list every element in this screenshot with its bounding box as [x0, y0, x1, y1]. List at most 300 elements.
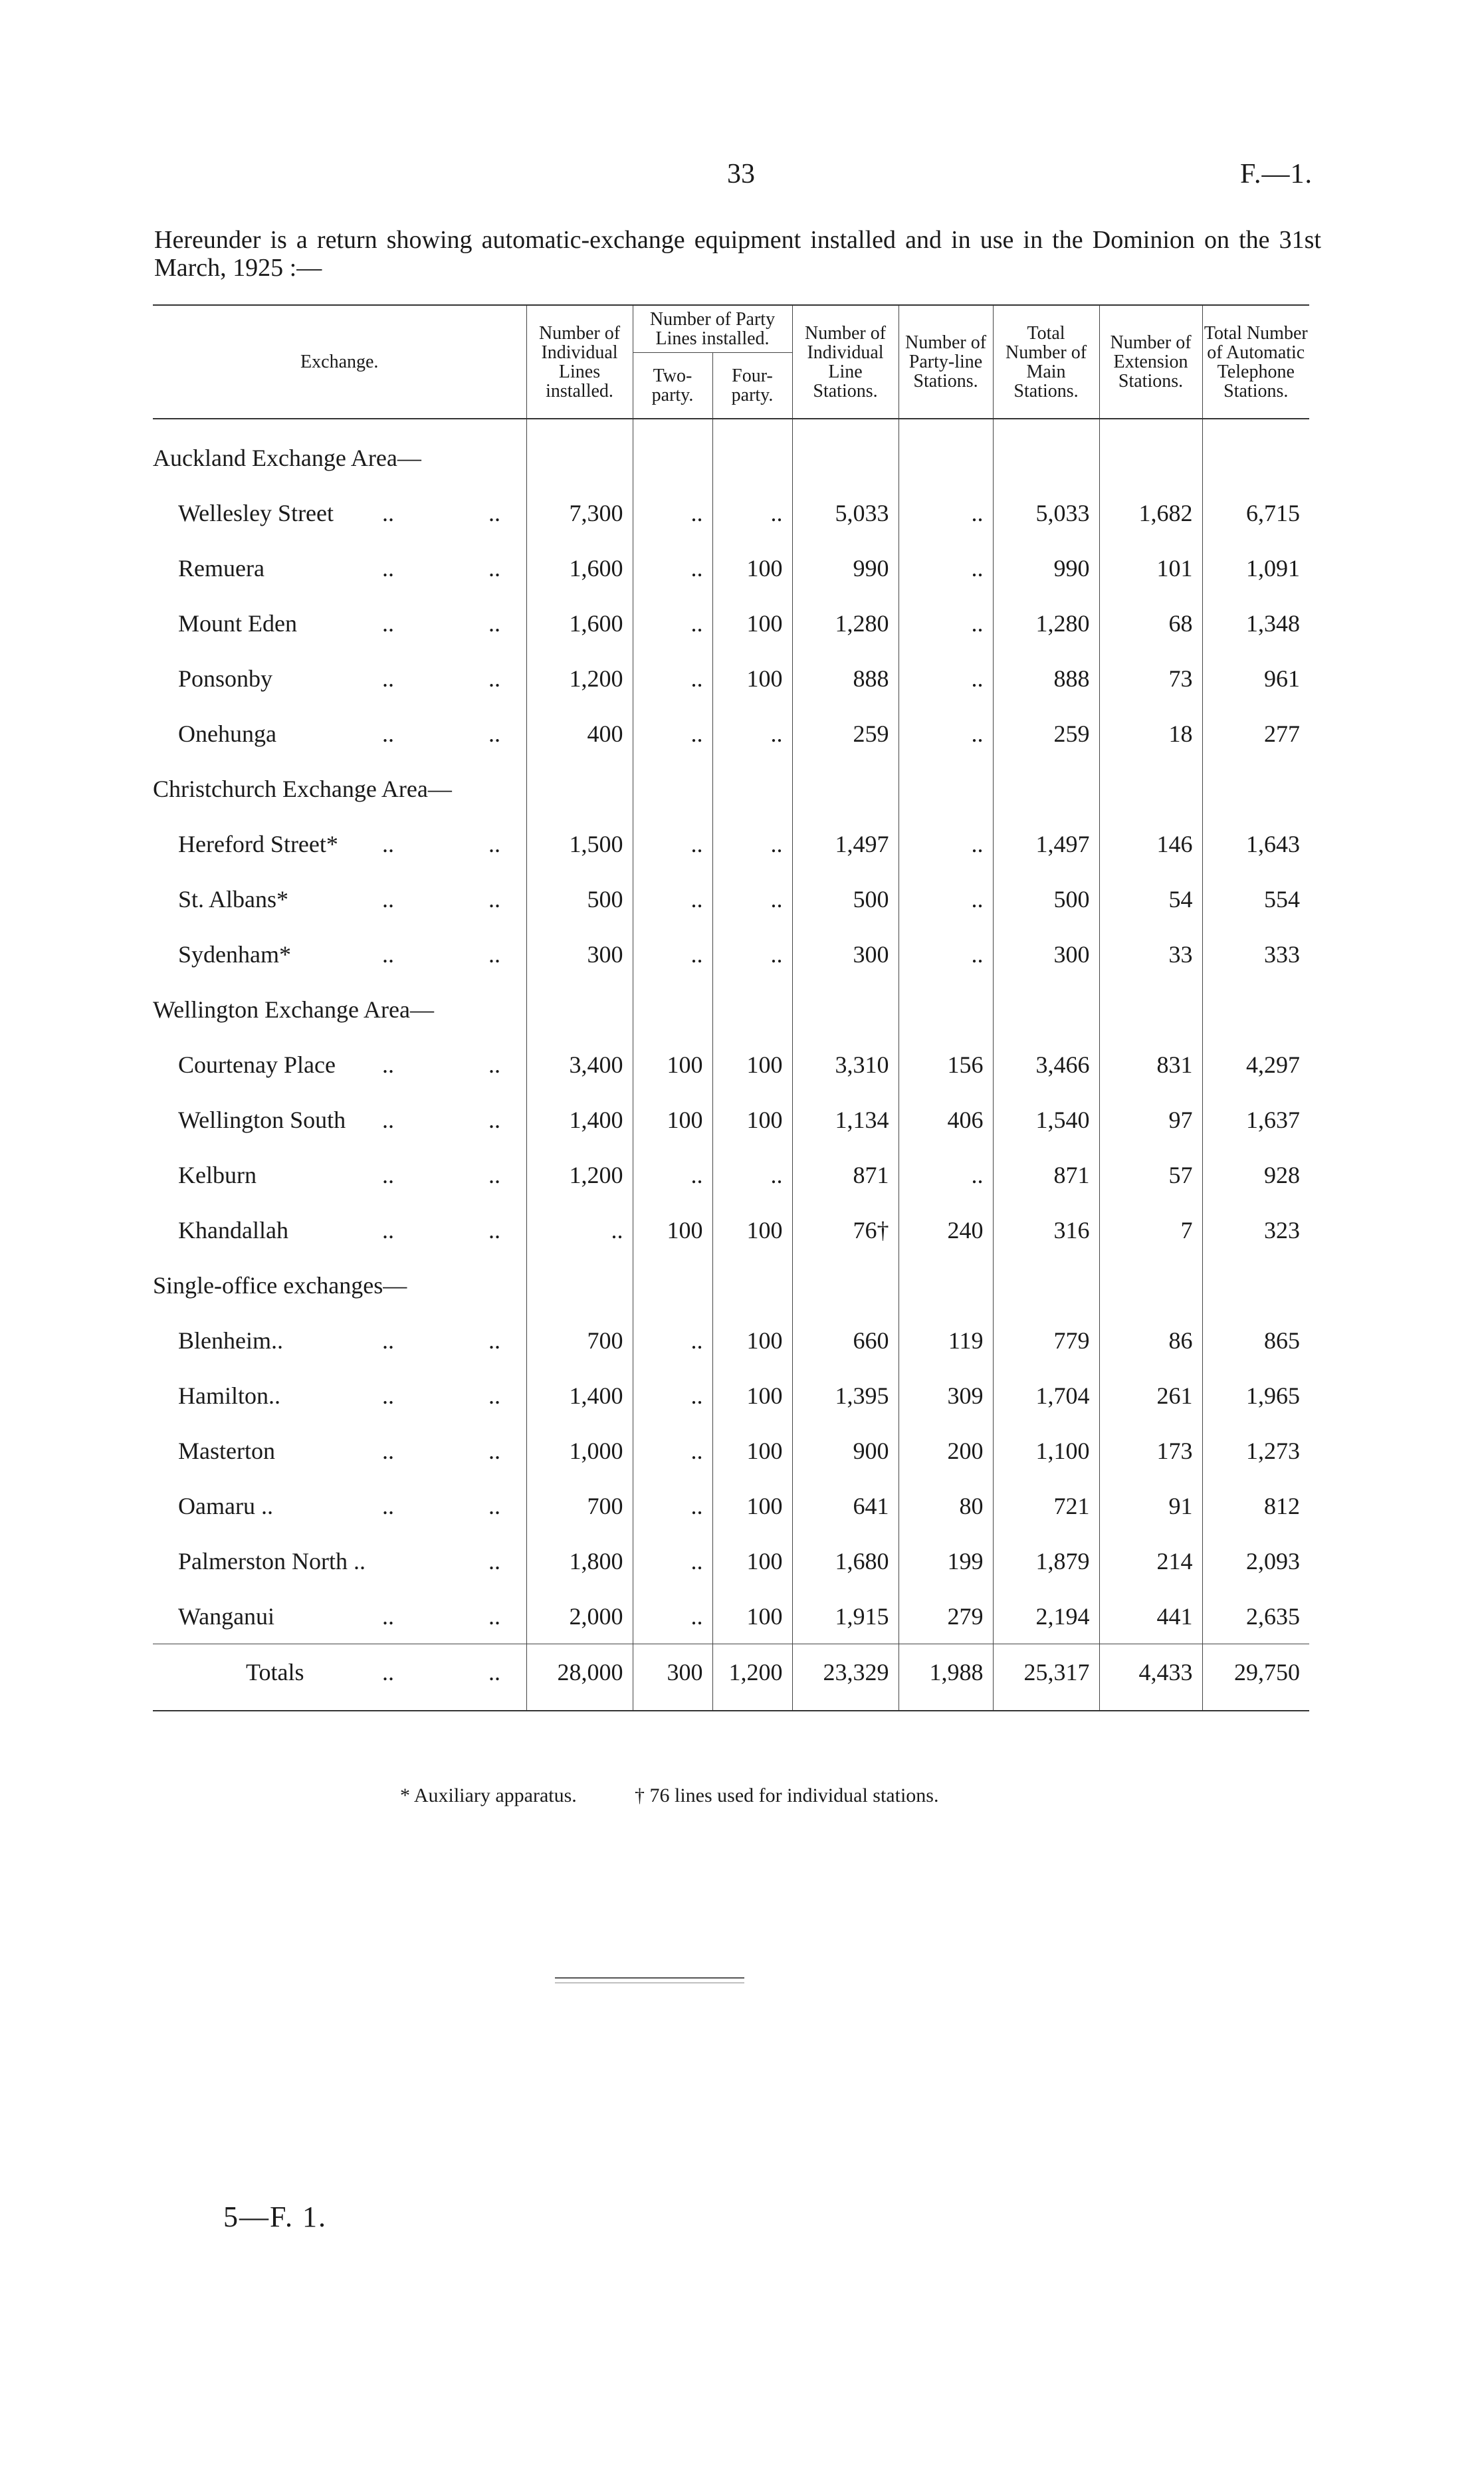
spacer-cell	[633, 1699, 712, 1711]
spacer-cell	[526, 419, 633, 430]
individual-stations-cell: 871	[792, 1147, 899, 1202]
table-row	[153, 1423, 1309, 1478]
extension-stations-cell: 101	[1099, 540, 1202, 595]
section-empty-cell	[993, 761, 1099, 816]
leader-dots: ..	[382, 1106, 394, 1133]
party-stations-cell: ..	[899, 540, 993, 595]
section-empty-cell	[792, 430, 899, 485]
section-empty-cell	[1099, 982, 1202, 1037]
total-stations-cell: 2,635	[1202, 1588, 1309, 1644]
section-empty-cell	[526, 1257, 633, 1313]
header-total-main-stations: Total Number of Main Stations.	[993, 305, 1099, 419]
four-party-cell: 1,200	[712, 1644, 792, 1700]
section-empty-cell	[899, 1257, 993, 1313]
section-empty-cell	[712, 761, 792, 816]
exchange-name-cell	[153, 926, 526, 982]
section-empty-cell	[993, 1257, 1099, 1313]
individual-stations-cell: 1,395	[792, 1368, 899, 1423]
table-row	[153, 1533, 1309, 1588]
leader-dots: ..	[488, 1492, 500, 1519]
leader-dots: ..	[488, 1547, 500, 1574]
two-party-cell: ..	[633, 816, 712, 871]
individual-lines-cell: 1,200	[526, 651, 633, 706]
table-row	[153, 651, 1309, 706]
extension-stations-cell: 146	[1099, 816, 1202, 871]
individual-lines-cell: 1,600	[526, 540, 633, 595]
header-party-line-stations: Number of Party-line Stations.	[899, 305, 993, 419]
intro-paragraph: Hereunder is a return showing automatic-exchange equipment installed and in use in the Dominion on the 31st March, 1925 :—	[154, 226, 1321, 282]
two-party-cell: ..	[633, 871, 712, 926]
exchange-name-cell	[153, 706, 526, 761]
section-empty-cell	[526, 982, 633, 1037]
total-stations-cell: 6,715	[1202, 485, 1309, 540]
extension-stations-cell: 73	[1099, 651, 1202, 706]
exchange-name: Palmerston North ..	[178, 1547, 366, 1574]
two-party-cell: ..	[633, 485, 712, 540]
section-empty-cell	[633, 761, 712, 816]
individual-lines-cell: 1,500	[526, 816, 633, 871]
two-party-cell: ..	[633, 706, 712, 761]
total-stations-cell: 1,091	[1202, 540, 1309, 595]
section-empty-cell	[1202, 430, 1309, 485]
leader-dots: ..	[488, 1161, 500, 1188]
section-empty-cell	[1099, 1257, 1202, 1313]
page-number: 33	[727, 159, 755, 189]
section-empty-cell	[633, 430, 712, 485]
exchange-name-cell	[153, 1533, 526, 1588]
section-empty-cell	[526, 761, 633, 816]
section-empty-cell	[1202, 761, 1309, 816]
four-party-cell: 100	[712, 1533, 792, 1588]
section-empty-cell	[526, 430, 633, 485]
spacer-cell	[899, 419, 993, 430]
extension-stations-cell: 97	[1099, 1092, 1202, 1147]
leader-dots: ..	[382, 1437, 394, 1464]
main-stations-cell: 1,497	[993, 816, 1099, 871]
exchange-name-cell	[153, 1368, 526, 1423]
four-party-cell: 100	[712, 1423, 792, 1478]
footnote-lines-used: † 76 lines used for individual stations.	[635, 1785, 939, 1806]
party-stations-cell: ..	[899, 926, 993, 982]
exchange-name-cell	[153, 485, 526, 540]
party-stations-cell: 406	[899, 1092, 993, 1147]
spacer-cell	[1099, 1699, 1202, 1711]
spacer-cell	[526, 1699, 633, 1711]
exchange-name: Hereford Street*	[178, 830, 338, 857]
individual-lines-cell: 7,300	[526, 485, 633, 540]
leader-dots: ..	[382, 499, 394, 526]
section-title: Auckland Exchange Area—	[153, 444, 421, 471]
main-stations-cell: 1,280	[993, 595, 1099, 651]
section-empty-cell	[792, 1257, 899, 1313]
two-party-cell: ..	[633, 540, 712, 595]
total-stations-cell: 277	[1202, 706, 1309, 761]
total-stations-cell: 554	[1202, 871, 1309, 926]
two-party-cell: ..	[633, 1533, 712, 1588]
individual-stations-cell: 888	[792, 651, 899, 706]
four-party-cell: 100	[712, 1313, 792, 1368]
header-individual-lines: Number of Individual Lines installed.	[526, 305, 633, 419]
total-stations-cell: 928	[1202, 1147, 1309, 1202]
two-party-cell: ..	[633, 926, 712, 982]
section-empty-cell	[899, 430, 993, 485]
two-party-cell: ..	[633, 651, 712, 706]
four-party-cell: ..	[712, 871, 792, 926]
four-party-cell: 100	[712, 1037, 792, 1092]
individual-lines-cell: 28,000	[526, 1644, 633, 1700]
individual-lines-cell: 1,000	[526, 1423, 633, 1478]
header-two-party: Two-party.	[633, 353, 712, 419]
table-row	[153, 816, 1309, 871]
individual-lines-cell: 3,400	[526, 1037, 633, 1092]
leader-dots: ..	[382, 885, 394, 913]
extension-stations-cell: 54	[1099, 871, 1202, 926]
section-empty-cell	[899, 761, 993, 816]
closing-rule	[555, 1977, 744, 1979]
table-row	[153, 1478, 1309, 1533]
main-stations-cell: 25,317	[993, 1644, 1099, 1700]
leader-dots: ..	[382, 1492, 394, 1519]
party-stations-cell: ..	[899, 1147, 993, 1202]
exchange-name: Wellington South	[178, 1106, 346, 1133]
leader-dots: ..	[488, 665, 500, 692]
main-stations-cell: 500	[993, 871, 1099, 926]
section-title: Single-office exchanges—	[153, 1271, 407, 1299]
exchange-name: St. Albans*	[178, 885, 289, 913]
leader-dots: ..	[488, 1602, 500, 1630]
table-body	[153, 419, 1309, 1711]
individual-stations-cell: 1,915	[792, 1588, 899, 1644]
exchange-name-cell	[153, 1037, 526, 1092]
extension-stations-cell: 33	[1099, 926, 1202, 982]
table-row	[153, 1588, 1309, 1644]
exchange-name: Masterton	[178, 1437, 275, 1464]
main-stations-cell: 316	[993, 1202, 1099, 1257]
table-row	[153, 1368, 1309, 1423]
extension-stations-cell: 441	[1099, 1588, 1202, 1644]
total-stations-cell: 812	[1202, 1478, 1309, 1533]
totals-row	[153, 1644, 1309, 1700]
section-header-row	[153, 761, 1309, 816]
leader-dots: ..	[382, 1382, 394, 1409]
main-stations-cell: 300	[993, 926, 1099, 982]
equipment-table-wrapper	[153, 304, 1309, 1711]
spacer-cell	[153, 1699, 526, 1711]
exchange-name: Remuera	[178, 554, 265, 582]
individual-stations-cell: 990	[792, 540, 899, 595]
two-party-cell: ..	[633, 1588, 712, 1644]
four-party-cell: 100	[712, 1368, 792, 1423]
table-row	[153, 706, 1309, 761]
exchange-name: Wanganui	[178, 1602, 275, 1630]
section-empty-cell	[1099, 430, 1202, 485]
exchange-name: Hamilton..	[178, 1382, 280, 1409]
equipment-table	[153, 304, 1309, 1711]
two-party-cell: 100	[633, 1037, 712, 1092]
leader-dots: ..	[382, 665, 394, 692]
extension-stations-cell: 831	[1099, 1037, 1202, 1092]
table-row	[153, 871, 1309, 926]
main-stations-cell: 779	[993, 1313, 1099, 1368]
four-party-cell: 100	[712, 1202, 792, 1257]
individual-stations-cell: 500	[792, 871, 899, 926]
leader-dots: ..	[488, 1382, 500, 1409]
exchange-name: Onehunga	[178, 720, 276, 747]
extension-stations-cell: 91	[1099, 1478, 1202, 1533]
exchange-name: Wellesley Street	[178, 499, 334, 526]
section-empty-cell	[712, 982, 792, 1037]
table-row	[153, 1313, 1309, 1368]
leader-dots: ..	[488, 940, 500, 968]
section-empty-cell	[1099, 761, 1202, 816]
section-empty-cell	[633, 982, 712, 1037]
four-party-cell: 100	[712, 595, 792, 651]
exchange-name-cell	[153, 1202, 526, 1257]
total-stations-cell: 1,643	[1202, 816, 1309, 871]
four-party-cell: 100	[712, 651, 792, 706]
section-title: Wellington Exchange Area—	[153, 996, 434, 1023]
spacer-cell	[792, 1699, 899, 1711]
individual-lines-cell: 1,800	[526, 1533, 633, 1588]
party-stations-cell: 119	[899, 1313, 993, 1368]
individual-stations-cell: 1,680	[792, 1533, 899, 1588]
signature-mark: 5—F. 1.	[223, 2201, 327, 2233]
extension-stations-cell: 173	[1099, 1423, 1202, 1478]
spacer-row	[153, 1699, 1309, 1711]
four-party-cell: ..	[712, 816, 792, 871]
section-empty-cell	[712, 430, 792, 485]
party-stations-cell: ..	[899, 485, 993, 540]
two-party-cell: ..	[633, 1313, 712, 1368]
four-party-cell: 100	[712, 1588, 792, 1644]
exchange-name: Khandallah	[178, 1216, 288, 1244]
individual-lines-cell: 1,400	[526, 1368, 633, 1423]
individual-stations-cell: 660	[792, 1313, 899, 1368]
extension-stations-cell: 86	[1099, 1313, 1202, 1368]
main-stations-cell: 1,704	[993, 1368, 1099, 1423]
individual-lines-cell: 2,000	[526, 1588, 633, 1644]
party-stations-cell: 1,988	[899, 1644, 993, 1700]
four-party-cell: ..	[712, 485, 792, 540]
party-stations-cell: 279	[899, 1588, 993, 1644]
section-empty-cell	[633, 1257, 712, 1313]
total-stations-cell: 1,637	[1202, 1092, 1309, 1147]
total-stations-cell: 2,093	[1202, 1533, 1309, 1588]
table-header	[153, 305, 1309, 419]
section-empty-cell	[993, 430, 1099, 485]
spacer-cell	[712, 419, 792, 430]
exchange-name-cell	[153, 1313, 526, 1368]
section-title: Christchurch Exchange Area—	[153, 775, 452, 802]
four-party-cell: 100	[712, 1478, 792, 1533]
total-stations-cell: 4,297	[1202, 1037, 1309, 1092]
table-row	[153, 540, 1309, 595]
leader-dots: ..	[382, 1051, 394, 1078]
party-stations-cell: 309	[899, 1368, 993, 1423]
party-stations-cell: 200	[899, 1423, 993, 1478]
leader-dots: ..	[488, 609, 500, 637]
individual-lines-cell: 700	[526, 1478, 633, 1533]
total-stations-cell: 961	[1202, 651, 1309, 706]
extension-stations-cell: 7	[1099, 1202, 1202, 1257]
two-party-cell: ..	[633, 1147, 712, 1202]
leader-dots: ..	[488, 1437, 500, 1464]
individual-stations-cell: 641	[792, 1478, 899, 1533]
main-stations-cell: 1,540	[993, 1092, 1099, 1147]
page-reference: F.—1.	[1240, 159, 1313, 189]
total-stations-cell: 865	[1202, 1313, 1309, 1368]
individual-stations-cell: 1,280	[792, 595, 899, 651]
four-party-cell: ..	[712, 1147, 792, 1202]
leader-dots: ..	[488, 885, 500, 913]
section-empty-cell	[993, 982, 1099, 1037]
individual-lines-cell: 1,600	[526, 595, 633, 651]
leader-dots: ..	[488, 1051, 500, 1078]
header-extension-stations: Number of Extension Stations.	[1099, 305, 1202, 419]
leader-dots: ..	[382, 830, 394, 857]
main-stations-cell: 259	[993, 706, 1099, 761]
extension-stations-cell: 261	[1099, 1368, 1202, 1423]
header-exchange: Exchange.	[153, 305, 526, 419]
total-stations-cell: 29,750	[1202, 1644, 1309, 1700]
party-stations-cell: 156	[899, 1037, 993, 1092]
individual-stations-cell: 300	[792, 926, 899, 982]
leader-dots: ..	[382, 940, 394, 968]
exchange-name-cell	[153, 871, 526, 926]
main-stations-cell: 721	[993, 1478, 1099, 1533]
section-header-row	[153, 982, 1309, 1037]
header-individual-line-stations: Number of Individual Line Stations.	[792, 305, 899, 419]
two-party-cell: 100	[633, 1092, 712, 1147]
spacer-cell	[712, 1699, 792, 1711]
total-stations-cell: 333	[1202, 926, 1309, 982]
four-party-cell: 100	[712, 1092, 792, 1147]
party-stations-cell: 240	[899, 1202, 993, 1257]
exchange-name-cell	[153, 1092, 526, 1147]
exchange-name: Ponsonby	[178, 665, 273, 692]
footnote-auxiliary: * Auxiliary apparatus.	[400, 1785, 577, 1806]
leader-dots: ..	[382, 554, 394, 582]
party-stations-cell: 80	[899, 1478, 993, 1533]
individual-stations-cell: 259	[792, 706, 899, 761]
main-stations-cell: 1,879	[993, 1533, 1099, 1588]
section-empty-cell	[1202, 1257, 1309, 1313]
leader-dots: ..	[382, 720, 394, 747]
main-stations-cell: 3,466	[993, 1037, 1099, 1092]
table-row	[153, 595, 1309, 651]
main-stations-cell: 1,100	[993, 1423, 1099, 1478]
exchange-name-cell	[153, 595, 526, 651]
table-row	[153, 926, 1309, 982]
main-stations-cell: 888	[993, 651, 1099, 706]
exchange-name: Kelburn	[178, 1161, 257, 1188]
individual-lines-cell: 300	[526, 926, 633, 982]
leader-dots: ..	[488, 499, 500, 526]
section-empty-cell	[792, 982, 899, 1037]
two-party-cell: 100	[633, 1202, 712, 1257]
exchange-name: Totals	[246, 1658, 304, 1685]
individual-stations-cell: 3,310	[792, 1037, 899, 1092]
individual-lines-cell: 500	[526, 871, 633, 926]
table-row	[153, 1202, 1309, 1257]
exchange-name: Mount Eden	[178, 609, 297, 637]
party-stations-cell: 199	[899, 1533, 993, 1588]
exchange-name-cell	[153, 1147, 526, 1202]
two-party-cell: ..	[633, 595, 712, 651]
extension-stations-cell: 1,682	[1099, 485, 1202, 540]
main-stations-cell: 871	[993, 1147, 1099, 1202]
party-stations-cell: ..	[899, 871, 993, 926]
total-stations-cell: 1,965	[1202, 1368, 1309, 1423]
individual-lines-cell: ..	[526, 1202, 633, 1257]
leader-dots: ..	[488, 1658, 500, 1685]
extension-stations-cell: 214	[1099, 1533, 1202, 1588]
exchange-name-cell	[153, 816, 526, 871]
exchange-name-cell	[153, 540, 526, 595]
leader-dots: ..	[488, 720, 500, 747]
table-row	[153, 1092, 1309, 1147]
table-row	[153, 1037, 1309, 1092]
spacer-cell	[993, 1699, 1099, 1711]
leader-dots: ..	[382, 1216, 394, 1244]
two-party-cell: ..	[633, 1368, 712, 1423]
exchange-name-cell	[153, 1588, 526, 1644]
section-empty-cell	[712, 1257, 792, 1313]
spacer-cell	[1202, 419, 1309, 430]
section-empty-cell	[1202, 982, 1309, 1037]
exchange-name: Sydenham*	[178, 940, 291, 968]
two-party-cell: ..	[633, 1423, 712, 1478]
total-stations-cell: 1,348	[1202, 595, 1309, 651]
individual-stations-cell: 1,134	[792, 1092, 899, 1147]
individual-stations-cell: 900	[792, 1423, 899, 1478]
leader-dots: ..	[382, 1161, 394, 1188]
four-party-cell: ..	[712, 926, 792, 982]
leader-dots: ..	[382, 609, 394, 637]
individual-lines-cell: 400	[526, 706, 633, 761]
party-stations-cell: ..	[899, 651, 993, 706]
leader-dots: ..	[488, 1327, 500, 1354]
party-stations-cell: ..	[899, 816, 993, 871]
individual-lines-cell: 700	[526, 1313, 633, 1368]
leader-dots: ..	[382, 1658, 394, 1685]
main-stations-cell: 5,033	[993, 485, 1099, 540]
two-party-cell: 300	[633, 1644, 712, 1700]
spacer-cell	[153, 419, 526, 430]
spacer-row	[153, 419, 1309, 430]
section-header-row	[153, 430, 1309, 485]
two-party-cell: ..	[633, 1478, 712, 1533]
individual-lines-cell: 1,200	[526, 1147, 633, 1202]
leader-dots: ..	[382, 1602, 394, 1630]
spacer-cell	[633, 419, 712, 430]
individual-stations-cell: 1,497	[792, 816, 899, 871]
extension-stations-cell: 18	[1099, 706, 1202, 761]
individual-stations-cell: 23,329	[792, 1644, 899, 1700]
section-empty-cell	[899, 982, 993, 1037]
extension-stations-cell: 4,433	[1099, 1644, 1202, 1700]
section-header-row	[153, 1257, 1309, 1313]
spacer-cell	[792, 419, 899, 430]
leader-dots: ..	[382, 1327, 394, 1354]
main-stations-cell: 2,194	[993, 1588, 1099, 1644]
extension-stations-cell: 68	[1099, 595, 1202, 651]
individual-stations-cell: 76†	[792, 1202, 899, 1257]
table-row	[153, 1147, 1309, 1202]
extension-stations-cell: 57	[1099, 1147, 1202, 1202]
exchange-name: Blenheim..	[178, 1327, 283, 1354]
table-row	[153, 485, 1309, 540]
